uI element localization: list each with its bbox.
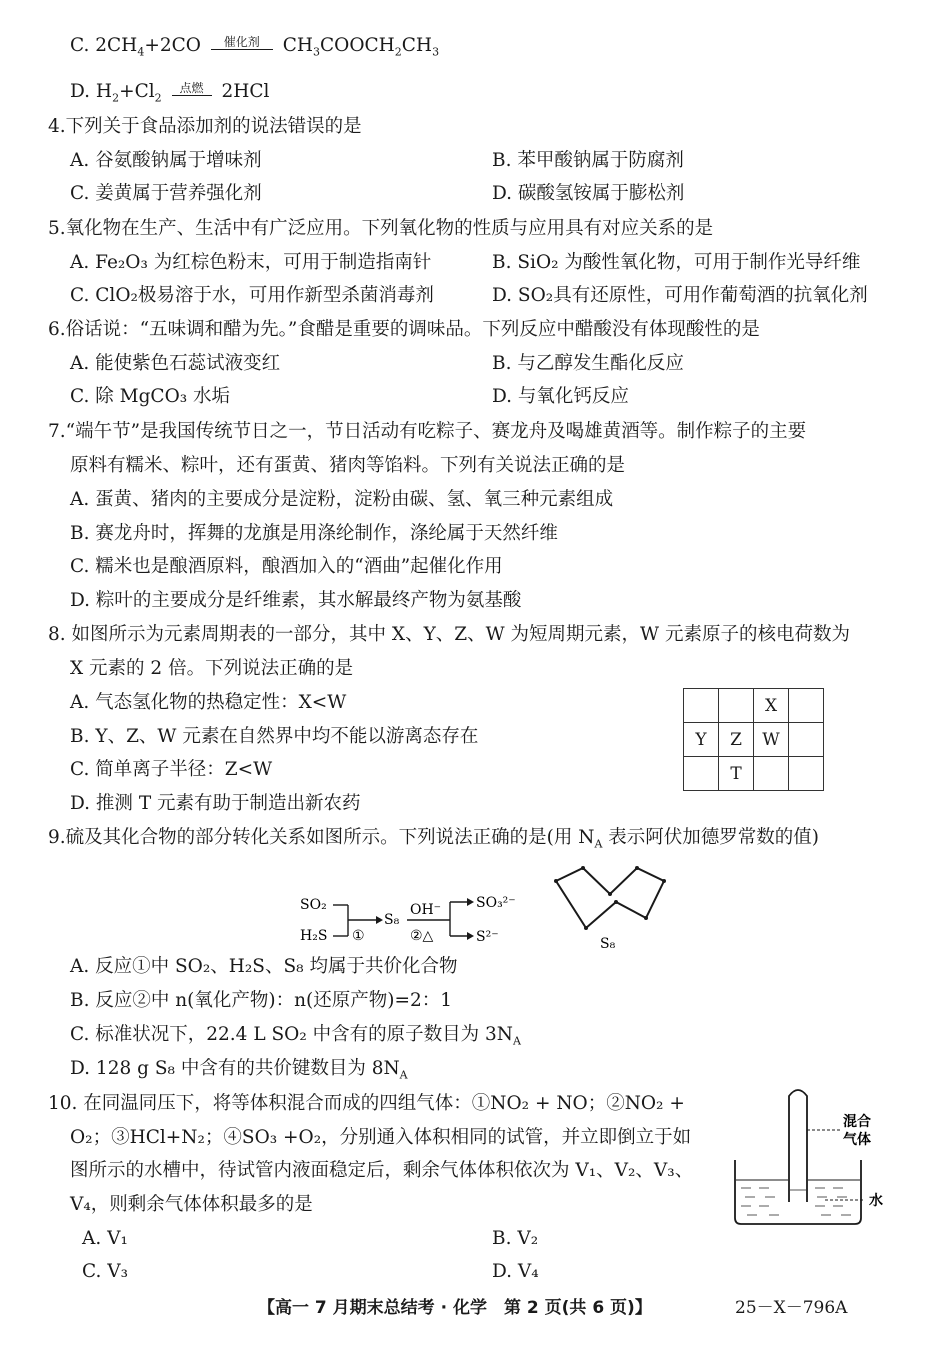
label-water: 水 (869, 1193, 883, 1209)
q7-option-a: A. 蛋黄、猪肉的主要成分是淀粉，淀粉由碳、氢、氧三种元素组成 (70, 489, 614, 510)
pt-cell-y: Y (684, 723, 719, 757)
q6-option-c: C. 除 MgCO₃ 水垢 (70, 386, 231, 407)
q8-option-d: D. 推测 T 元素有助于制造出新农药 (70, 793, 361, 814)
periodic-table-fragment (683, 688, 824, 791)
pt-cell-t: T (719, 757, 754, 791)
reaction-c-option: C. $2CH_4+2CO$ 催化剂 $CH_3COOCH_2CH_3$ (70, 35, 440, 59)
q4-option-b: B. 苯甲酸钠属于防腐剂 (492, 150, 684, 171)
question-6-stem: 6.俗话说：“五味调和醋为先。”食醋是重要的调味品。下列反应中醋酸没有体现酸性的是 (48, 319, 760, 340)
question-7-stem-line1: 7.“端午节”是我国传统节日之一，节日活动有吃粽子、赛龙舟及喝雄黄酒等。制作粽子的主要 (48, 421, 807, 442)
pt-cell (789, 757, 824, 791)
ignition-condition: 点燃 (172, 82, 212, 102)
exam-code: 25－X－796A (735, 1298, 848, 1318)
pt-cell (719, 689, 754, 723)
question-4-stem: 4.下列关于食品添加剂的说法错误的是 (48, 116, 362, 137)
inverted-tube-water-trough (725, 1082, 905, 1232)
question-9-stem: 9.硫及其化合物的部分转化关系如图所示。下列说法正确的是(用 $N_A$ 表示阿伏加德罗常数的值) (48, 827, 820, 851)
q4-option-a: A. 谷氨酸钠属于增味剂 (70, 150, 262, 171)
q10-option-c: C. V₃ (82, 1261, 129, 1282)
pt-cell (789, 723, 824, 757)
q9-option-c: C. 标准状况下，22.4 L SO₂ 中含有的原子数目为 $3N_A$ (70, 1024, 521, 1048)
question-10-stem-line3: 图所示的水槽中，待试管内液面稳定后，剩余气体体积依次为 V₁、V₂、V₃、 (70, 1160, 694, 1181)
q5-option-b: B. SiO₂ 为酸性氧化物，可用于制作光导纤维 (492, 252, 861, 273)
pt-cell-z: Z (719, 723, 754, 757)
catalyst-arrow: 催化剂 (211, 36, 273, 56)
q5-option-c: C. ClO₂极易溶于水，可用作新型杀菌消毒剂 (70, 285, 434, 306)
scheme-so2: SO₂ (300, 897, 327, 913)
q7-option-d: D. 粽叶的主要成分是纤维素，其水解最终产物为氨基酸 (70, 590, 522, 611)
pt-cell (684, 689, 719, 723)
scheme-step2: ②△ (410, 928, 434, 944)
scheme-h2s: H₂S (300, 928, 328, 944)
label-mixed-gas-2: 气体 (843, 1132, 871, 1148)
q6-option-d: D. 与氧化钙反应 (492, 386, 629, 407)
pt-cell (684, 757, 719, 791)
scheme-step1: ① (352, 928, 365, 944)
scheme-s8: S₈ (384, 912, 400, 928)
q8-option-b: B. Y、Z、W 元素在自然界中均不能以游离态存在 (70, 726, 479, 747)
pt-cell-x: X (754, 689, 789, 723)
question-10-stem-line2: O₂；③HCl+N₂；④SO₃ +O₂，分别通入体积相同的试管，并立即倒立于如 (70, 1127, 692, 1148)
pt-cell (789, 689, 824, 723)
question-10-stem-line4: V₄，则剩余气体体积最多的是 (70, 1194, 313, 1215)
q5-option-a: A. Fe₂O₃ 为红棕色粉末，可用于制造指南针 (70, 252, 432, 273)
q10-option-d: D. V₄ (492, 1261, 539, 1282)
label-mixed-gas-1: 混合 (843, 1114, 871, 1130)
q7-option-b: B. 赛龙舟时，挥舞的龙旗是用涤纶制作，涤纶属于天然纤维 (70, 523, 558, 544)
q4-option-c: C. 姜黄属于营养强化剂 (70, 183, 262, 204)
scheme-so3: SO₃²⁻ (476, 895, 516, 911)
question-10-stem-line1: 10. 在同温同压下，将等体积混合而成的四组气体：①NO₂ + NO；②NO₂ + (48, 1093, 685, 1114)
q9-option-d: D. 128 g S₈ 中含有的共价键数目为 $8N_A$ (70, 1058, 408, 1082)
pt-cell (754, 757, 789, 791)
q8-option-a: A. 气态氢化物的热稳定性：X<W (70, 692, 347, 713)
q6-option-a: A. 能使紫色石蕊试液变红 (70, 353, 281, 374)
q9-option-a: A. 反应①中 SO₂、H₂S、S₈ 均属于共价化合物 (70, 956, 458, 977)
scheme-oh: OH⁻ (410, 902, 442, 918)
q9-option-b: B. 反应②中 n(氧化产物)：n(还原产物)=2：1 (70, 990, 452, 1011)
q7-option-c: C. 糯米也是酿酒原料，酿酒加入的“酒曲”起催化作用 (70, 556, 503, 577)
question-8-stem-line1: 8. 如图所示为元素周期表的一部分，其中 X、Y、Z、W 为短周期元素，W 元素原子的核电荷数为 (48, 624, 850, 645)
q8-option-c: C. 简单离子半径：Z<W (70, 759, 273, 780)
page-footer: 【高一 7 月期末总结考 · 化学 第 2 页(共 6 页)】 (258, 1298, 652, 1318)
question-5-stem: 5.氧化物在生产、生活中有广泛应用。下列氧化物的性质与应用具有对应关系的是 (48, 218, 714, 239)
reaction-d-option: D. $H_2+Cl_2$ 点燃 2HCl (70, 81, 270, 105)
pt-cell-w: W (754, 723, 789, 757)
question-7-stem-line2: 原料有糯米、粽叶，还有蛋黄、猪肉等馅料。下列有关说法正确的是 (70, 455, 626, 476)
q10-option-a: A. V₁ (82, 1228, 128, 1249)
q10-option-b: B. V₂ (492, 1228, 539, 1249)
q6-option-b: B. 与乙醇发生酯化反应 (492, 353, 684, 374)
s8-ring-label: S₈ (600, 936, 616, 952)
question-8-stem-line2: X 元素的 2 倍。下列说法正确的是 (70, 658, 354, 679)
s8-ring-structure (548, 858, 678, 953)
q4-option-d: D. 碳酸氢铵属于膨松剂 (492, 183, 685, 204)
scheme-s2: S²⁻ (476, 929, 499, 945)
q5-option-d: D. SO₂具有还原性，可用作葡萄酒的抗氧化剂 (492, 285, 868, 306)
